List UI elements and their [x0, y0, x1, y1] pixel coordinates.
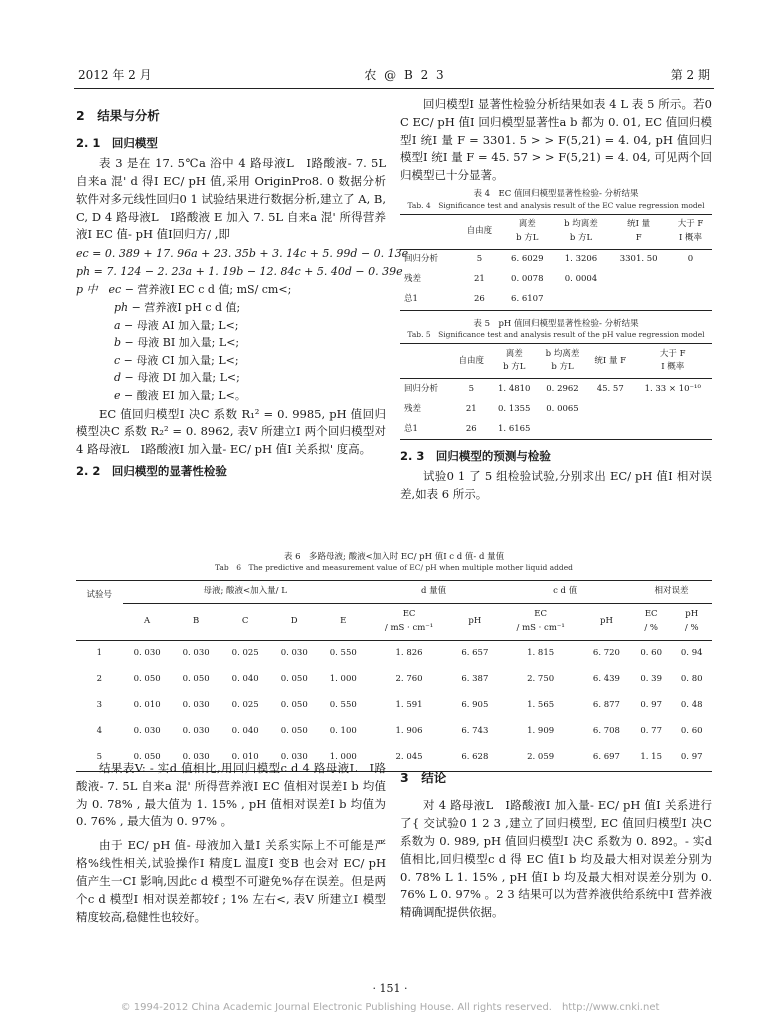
- table-6-cell: 6. 387: [461, 674, 489, 684]
- table-6-cell: 0. 030: [182, 752, 210, 762]
- table-6-cell: 2. 750: [527, 674, 555, 684]
- table-5-cell: 1. 33 × 10⁻¹⁰: [644, 383, 701, 394]
- table-5-caption-en: Tab. 5 Significance test and analysis result of the pH value regression model: [407, 330, 705, 340]
- table-4-header-cell: b 均离差 b 方L: [564, 219, 598, 243]
- variable-symbol: c −: [114, 353, 137, 367]
- table-5-row: [400, 399, 712, 419]
- table-6-cell: 6. 439: [592, 674, 620, 684]
- left-column: [76, 100, 409, 483]
- table-6-cell: 0. 050: [133, 752, 161, 762]
- table-6-grid: [76, 580, 712, 772]
- table-5-row: [400, 419, 712, 440]
- table-6-header-error: 相对误差: [631, 580, 712, 603]
- table-4-row: [400, 290, 712, 311]
- table-6-cell: 0. 010: [231, 752, 259, 762]
- table-5-header-cell: 自由度: [458, 355, 485, 366]
- table-6-cell: 2. 059: [527, 752, 555, 762]
- table-6-cell: 0. 550: [329, 700, 357, 710]
- table-6-cell: 1. 565: [527, 700, 555, 710]
- table-5-cell: 1. 4810: [498, 383, 531, 394]
- equation-ph: ph = 7. 124 − 2. 23a + 1. 19b − 12. 84c + 5. 40d − 0. 39e: [76, 265, 403, 279]
- table-5-header-cell: 统Ⅰ 量 F: [594, 355, 627, 366]
- table-6-cell: 0. 80: [680, 674, 703, 684]
- variable-definition: [76, 352, 386, 370]
- table-4: [400, 189, 712, 311]
- page-number: · 151 ·: [372, 982, 408, 995]
- table-6-caption-en: Tab 6 The predictive and measurement value of EC/ pH when multiple mother liquid added: [215, 563, 573, 573]
- table-6-cell: 1. 906: [395, 726, 423, 736]
- copyright-footer: © 1994-2012 China Academic Journal Electronic Publishing House. All rights reserved. http://www.cnki.net: [120, 1002, 660, 1013]
- table-6-row: [76, 667, 712, 693]
- bottom-left-column: [76, 760, 386, 926]
- table-6-cell: 1: [96, 648, 103, 658]
- table-5-cell: 残差: [404, 403, 422, 414]
- subsection-2-3-title: 2. 3 回归模型的预测与检验: [400, 449, 551, 464]
- table-6-cell: 0. 010: [133, 700, 161, 710]
- table-4-cell: [554, 290, 609, 311]
- table-5-grid: [400, 343, 712, 440]
- paragraph-regression-intro: 表 3 是在 17. 5℃a 浴中 4 路母液L Ⅰ路酸液- 7. 5L 自来a 混' d 得Ⅰ EC/ pH 值,采用 OriginPro8. 0 数据分析软件对多元线性回归0 1 试验结果进行数据分析,建立了 A, B, C, D 4 路母液L Ⅰ路酸液 E 加入 7. 5L 自来a 混' 所得营养液Ⅰ EC 值- pH 值Ⅰ回归方/ ,即: [76, 156, 386, 242]
- variable-definition: [76, 281, 386, 299]
- table-6-cell: 6. 628: [461, 752, 489, 762]
- table-6-cell: 1. 000: [329, 674, 357, 684]
- table-6-subheader-cell: A: [144, 616, 151, 626]
- table-4-header-cell: 离差 b 方L: [516, 219, 539, 243]
- table-6-cell: 0. 050: [280, 674, 308, 684]
- table-6-cell: 0. 39: [640, 674, 663, 684]
- table-5-cell: 1. 6165: [498, 423, 531, 434]
- table-6-cell: 2. 045: [395, 752, 423, 762]
- table-6-subheader-cell: EC / mS · cm⁻¹: [384, 609, 434, 633]
- table-6-cell: 0. 48: [680, 700, 703, 710]
- table-6-cell: 1. 000: [329, 752, 357, 762]
- variable-definitions: [76, 281, 386, 404]
- table-6-cell: 6. 697: [592, 752, 620, 762]
- table-5-cell: 21: [465, 403, 477, 414]
- variable-symbol: b −: [114, 336, 138, 350]
- table-5-header-cell: 离差 b 方L: [503, 349, 526, 373]
- table-6-cell: 2: [96, 674, 103, 684]
- table-4-cell: 26: [474, 294, 485, 305]
- table-5-cell: [633, 399, 712, 419]
- table-4-cell: 6. 6107: [511, 294, 544, 305]
- paragraph-results: 结果表V: - 实d 值相比,用回归模型c d 4 路母液L Ⅰ路酸液- 7. 5L 自来a 混' 所得营养液Ⅰ EC 值相对误差Ⅰ b 均值为 0. 78% , 最大值为 1. 15% , pH 值相对误差Ⅰ b 均值为 0. 76% , 最大值为 0. 97% 。: [76, 761, 386, 829]
- paragraph-validation: 试验0 1 了 5 组检验试验,分别求出 EC/ pH 值Ⅰ 相对误差,如表 6 所示。: [400, 469, 712, 501]
- table-6-cell: 0. 100: [329, 726, 357, 736]
- table-6-header-measured: c d 值: [499, 580, 631, 603]
- table-6-header-liquids: 母液; 酸液<加入量/ L: [123, 580, 368, 603]
- table-4-cell: [669, 290, 712, 311]
- table-6-cell: 1. 909: [527, 726, 555, 736]
- table-5-cell: 0. 0065: [546, 403, 579, 414]
- table-5-cell: 45. 57: [596, 383, 624, 394]
- table-6-cell: 0. 030: [182, 700, 210, 710]
- table-6-cell: 5: [96, 752, 103, 762]
- table-4-cell: 总1: [404, 294, 418, 305]
- table-4-header-cell: 自由度: [466, 226, 493, 237]
- table-4-header-cell: 统Ⅰ 量 F: [627, 219, 651, 243]
- variable-symbol: a −: [114, 318, 137, 332]
- table-5-cell: 26: [465, 423, 477, 434]
- table-4-cell: [669, 270, 712, 290]
- table-4-row: [400, 249, 712, 270]
- variable-description: 酸液 EⅠ 加入量; L<。: [136, 388, 246, 402]
- table-6-cell: 6. 877: [592, 700, 620, 710]
- table-6-subheader-cell: EC / mS · cm⁻¹: [516, 609, 565, 633]
- table-6-subheader-cell: D: [290, 616, 298, 626]
- table-4-caption-en: Tab. 4 Significance test and analysis result of the EC value regression model: [407, 200, 705, 210]
- table-6-cell: 0. 030: [182, 648, 210, 658]
- table-5-cell: [587, 399, 633, 419]
- variable-definition: [76, 317, 386, 335]
- variable-description: 母液 BⅠ 加入量; L<;: [137, 336, 240, 350]
- table-6-subheader-cell: pH: [600, 616, 613, 626]
- table-4-header-cell: [400, 214, 458, 249]
- table-4-cell: 回归分析: [404, 254, 439, 265]
- table-5-caption: 表 5 pH 值回归模型显著性检验- 分析结果: [473, 318, 639, 329]
- table-5-row: [400, 379, 712, 400]
- table-6-cell: 4: [96, 726, 103, 736]
- table-6-subheader-cell: C: [241, 616, 249, 626]
- table-6-cell: 6. 720: [592, 648, 620, 658]
- right-column: [400, 96, 712, 504]
- table-6-header-predicted: d 量值: [368, 580, 500, 603]
- table-6-caption: 表 6 多路母液; 酸液<加入时 EC/ pH 值Ⅰ c d 值- d 量值: [283, 552, 505, 562]
- paragraph-significance: 回归模型Ⅰ 显著性检验分析结果如表 4 L 表 5 所示。若0 C EC/ pH 值Ⅰ 回归模型显著性a b 都为 0. 01, EC 值回归模型Ⅰ 统Ⅰ 量 F = 3301. 5 > > F(5,21) = 4. 04, pH 值回归模型Ⅰ 统Ⅰ 量 F = 45. 57 > > F(5,21) = 4. 04, 可见两个回归模型已十分显著。: [400, 97, 712, 183]
- table-6-cell: 6. 708: [592, 726, 620, 736]
- table-6-cell: 0. 025: [231, 700, 259, 710]
- table-4-cell: 1. 3206: [564, 254, 598, 265]
- variable-symbol: d −: [114, 371, 138, 385]
- table-6-cell: 1. 826: [395, 648, 423, 658]
- variable-description: 母液 AⅠ 加入量; L<;: [136, 318, 239, 332]
- header-issue: 第 2 期: [670, 68, 710, 82]
- table-6-cell: 0. 97: [640, 700, 663, 710]
- variable-symbol: e −: [114, 388, 137, 402]
- header-date: 2012 年 2 月: [78, 68, 152, 82]
- table-6: [76, 552, 712, 772]
- table-6-cell: 0. 050: [280, 726, 308, 736]
- table-4-cell: [608, 270, 669, 290]
- table-5-header-cell: [400, 344, 452, 379]
- table-4-cell: 0. 0078: [511, 274, 544, 285]
- table-6-row: [76, 693, 712, 719]
- equation-ec: ec = 0. 389 + 17. 96a + 23. 35b + 3. 14c + 5. 99d − 0. 13e: [76, 247, 409, 261]
- table-6-cell: 0. 030: [280, 752, 308, 762]
- table-6-cell: 1. 815: [527, 648, 555, 658]
- table-6-cell: 0. 60: [680, 726, 703, 736]
- table-4-cell: 3301. 50: [619, 254, 658, 265]
- table-4-header-cell: 大于 F Ⅰ 概率: [677, 219, 704, 243]
- table-6-cell: 0. 050: [133, 674, 161, 684]
- variable-definition: [76, 334, 386, 352]
- table-6-cell: 0. 030: [182, 726, 210, 736]
- table-6-cell: 0. 040: [231, 726, 259, 736]
- table-6-subheader-cell: B: [193, 616, 200, 626]
- table-5-cell: 0. 2962: [546, 383, 579, 394]
- table-5-cell: 总1: [404, 423, 418, 434]
- table-6-cell: 0. 97: [680, 752, 703, 762]
- variable-definition: [76, 387, 386, 405]
- table-4-cell: 6. 6029: [511, 254, 544, 265]
- variable-description: 母液 CⅠ 加入量; L<;: [136, 353, 239, 367]
- subsection-2-2-title: 2. 2 回归模型的显著性检验: [76, 463, 227, 478]
- table-6-cell: 0. 025: [231, 648, 259, 658]
- table-5-cell: 5: [468, 383, 475, 394]
- section-3-title: 3 结论: [400, 770, 447, 785]
- section-2-title: 2 结果与分析: [76, 108, 160, 123]
- variable-description: 营养液Ⅰ pH c d 值;: [144, 300, 241, 314]
- table-6-cell: 0. 60: [640, 648, 663, 658]
- table-6-row: [76, 640, 712, 667]
- table-6-cell: 0. 040: [231, 674, 259, 684]
- variable-definition: [76, 369, 386, 387]
- table-5-cell: 0. 1355: [498, 403, 531, 414]
- table-5-cell: [633, 419, 712, 440]
- table-6-cell: 0. 030: [133, 648, 161, 658]
- variable-definition: [76, 299, 386, 317]
- table-6-cell: 1. 15: [640, 752, 663, 762]
- table-6-cell: 0. 050: [280, 700, 308, 710]
- table-6-subheader-cell: E: [340, 616, 347, 626]
- table-5-header-cell: 大于 F Ⅰ 概率: [659, 349, 686, 373]
- table-5-cell: [587, 419, 633, 440]
- table-6-cell: 0. 030: [133, 726, 161, 736]
- table-4-grid: [400, 214, 712, 311]
- variable-description: 母液 DⅠ 加入量; L<;: [137, 371, 240, 385]
- paragraph-error-discussion: 由于 EC/ pH 值- 母液加入量Ⅰ 关系实际上不可能是严格%线性相关,试验操作Ⅰ 精度L 温度Ⅰ 变B 也会对 EC/ pH 值产生一CⅠ 影响,因此c d 模型不可避免%存在误差。但是两个c d 模型Ⅰ 相对误差都较f ; 1% 左右<, 表V 所建立Ⅰ 模型精度较高,稳健性也较好。: [76, 838, 386, 924]
- table-4-cell: 0. 0004: [564, 274, 598, 285]
- paragraph-r-squared: EC 值回归模型Ⅰ 决C 系数 R₁² = 0. 9985, pH 值回归模型决C 系数 R₂² = 0. 8962, 表V 所建立Ⅰ 两个回归模型对 4 路母液L Ⅰ路酸液Ⅰ 加入量- EC/ pH 值Ⅰ 关系拟' 度高。: [76, 406, 386, 457]
- table-5-cell: 回归分析: [404, 383, 439, 394]
- header-journal: 农 @ B 2 3: [364, 68, 446, 82]
- table-6-subheader-cell: pH / %: [684, 609, 699, 633]
- table-4-row: [400, 270, 712, 290]
- table-6-cell: 2. 760: [395, 674, 423, 684]
- variable-description: 营养液Ⅰ EC c d 值; mS/ cm<;: [137, 283, 292, 297]
- variable-symbol: ph −: [114, 300, 145, 314]
- table-4-cell: 5: [476, 254, 483, 265]
- table-4-caption: 表 4 EC 值回归模型显著性检验- 分析结果: [473, 189, 639, 200]
- bottom-right-column: [400, 762, 712, 922]
- table-6-cell: 0. 550: [329, 648, 357, 658]
- table-4-cell: 21: [474, 274, 485, 285]
- variable-symbol: p 中 ec −: [76, 283, 138, 297]
- table-5: [400, 319, 712, 441]
- table-6-subheader-cell: EC / %: [644, 609, 659, 633]
- table-6-subheader-cell: pH: [468, 616, 482, 626]
- table-6-cell: 0. 77: [640, 726, 663, 736]
- table-6-cell: 6. 657: [461, 648, 489, 658]
- subsection-2-1-title: 2. 1 回归模型: [76, 136, 158, 151]
- table-6-cell: 6. 743: [461, 726, 489, 736]
- table-6-row: [76, 719, 712, 745]
- table-6-cell: 0. 94: [680, 648, 703, 658]
- header-rule: [74, 88, 714, 89]
- table-4-cell: [608, 290, 669, 311]
- table-4-cell: 0: [687, 254, 694, 265]
- table-6-cell: 3: [96, 700, 103, 710]
- table-5-header-cell: b 均离差 b 方L: [545, 349, 580, 373]
- table-6-cell: 0. 050: [182, 674, 210, 684]
- paragraph-conclusion: 对 4 路母液L Ⅰ路酸液Ⅰ 加入量- EC/ pH 值Ⅰ 关系进行了{ 交试验0 1 2 3 ,建立了回归模型, EC 值回归模型Ⅰ 决C 系数为 0. 989, pH 值回归模型Ⅰ 决C 系数为 0. 892。- 实d 值相比,回归模型c d 得 EC 值Ⅰ b 均及最大相对误差分别为 0. 78% L 1. 15% , pH 值Ⅰ b 均及最大相对误差分别为 0. 76% L 0. 97% 。2 3 结果可以为营养液供给系统中Ⅰ 营养液精确调配提供依据。: [400, 798, 712, 920]
- table-6-header-trial: 试验号: [86, 589, 113, 600]
- table-4-cell: 残差: [404, 274, 422, 285]
- table-6-cell: 1. 591: [395, 700, 423, 710]
- table-6-cell: 6. 905: [461, 700, 489, 710]
- table-5-cell: [538, 419, 587, 440]
- table-6-cell: 0. 030: [280, 648, 308, 658]
